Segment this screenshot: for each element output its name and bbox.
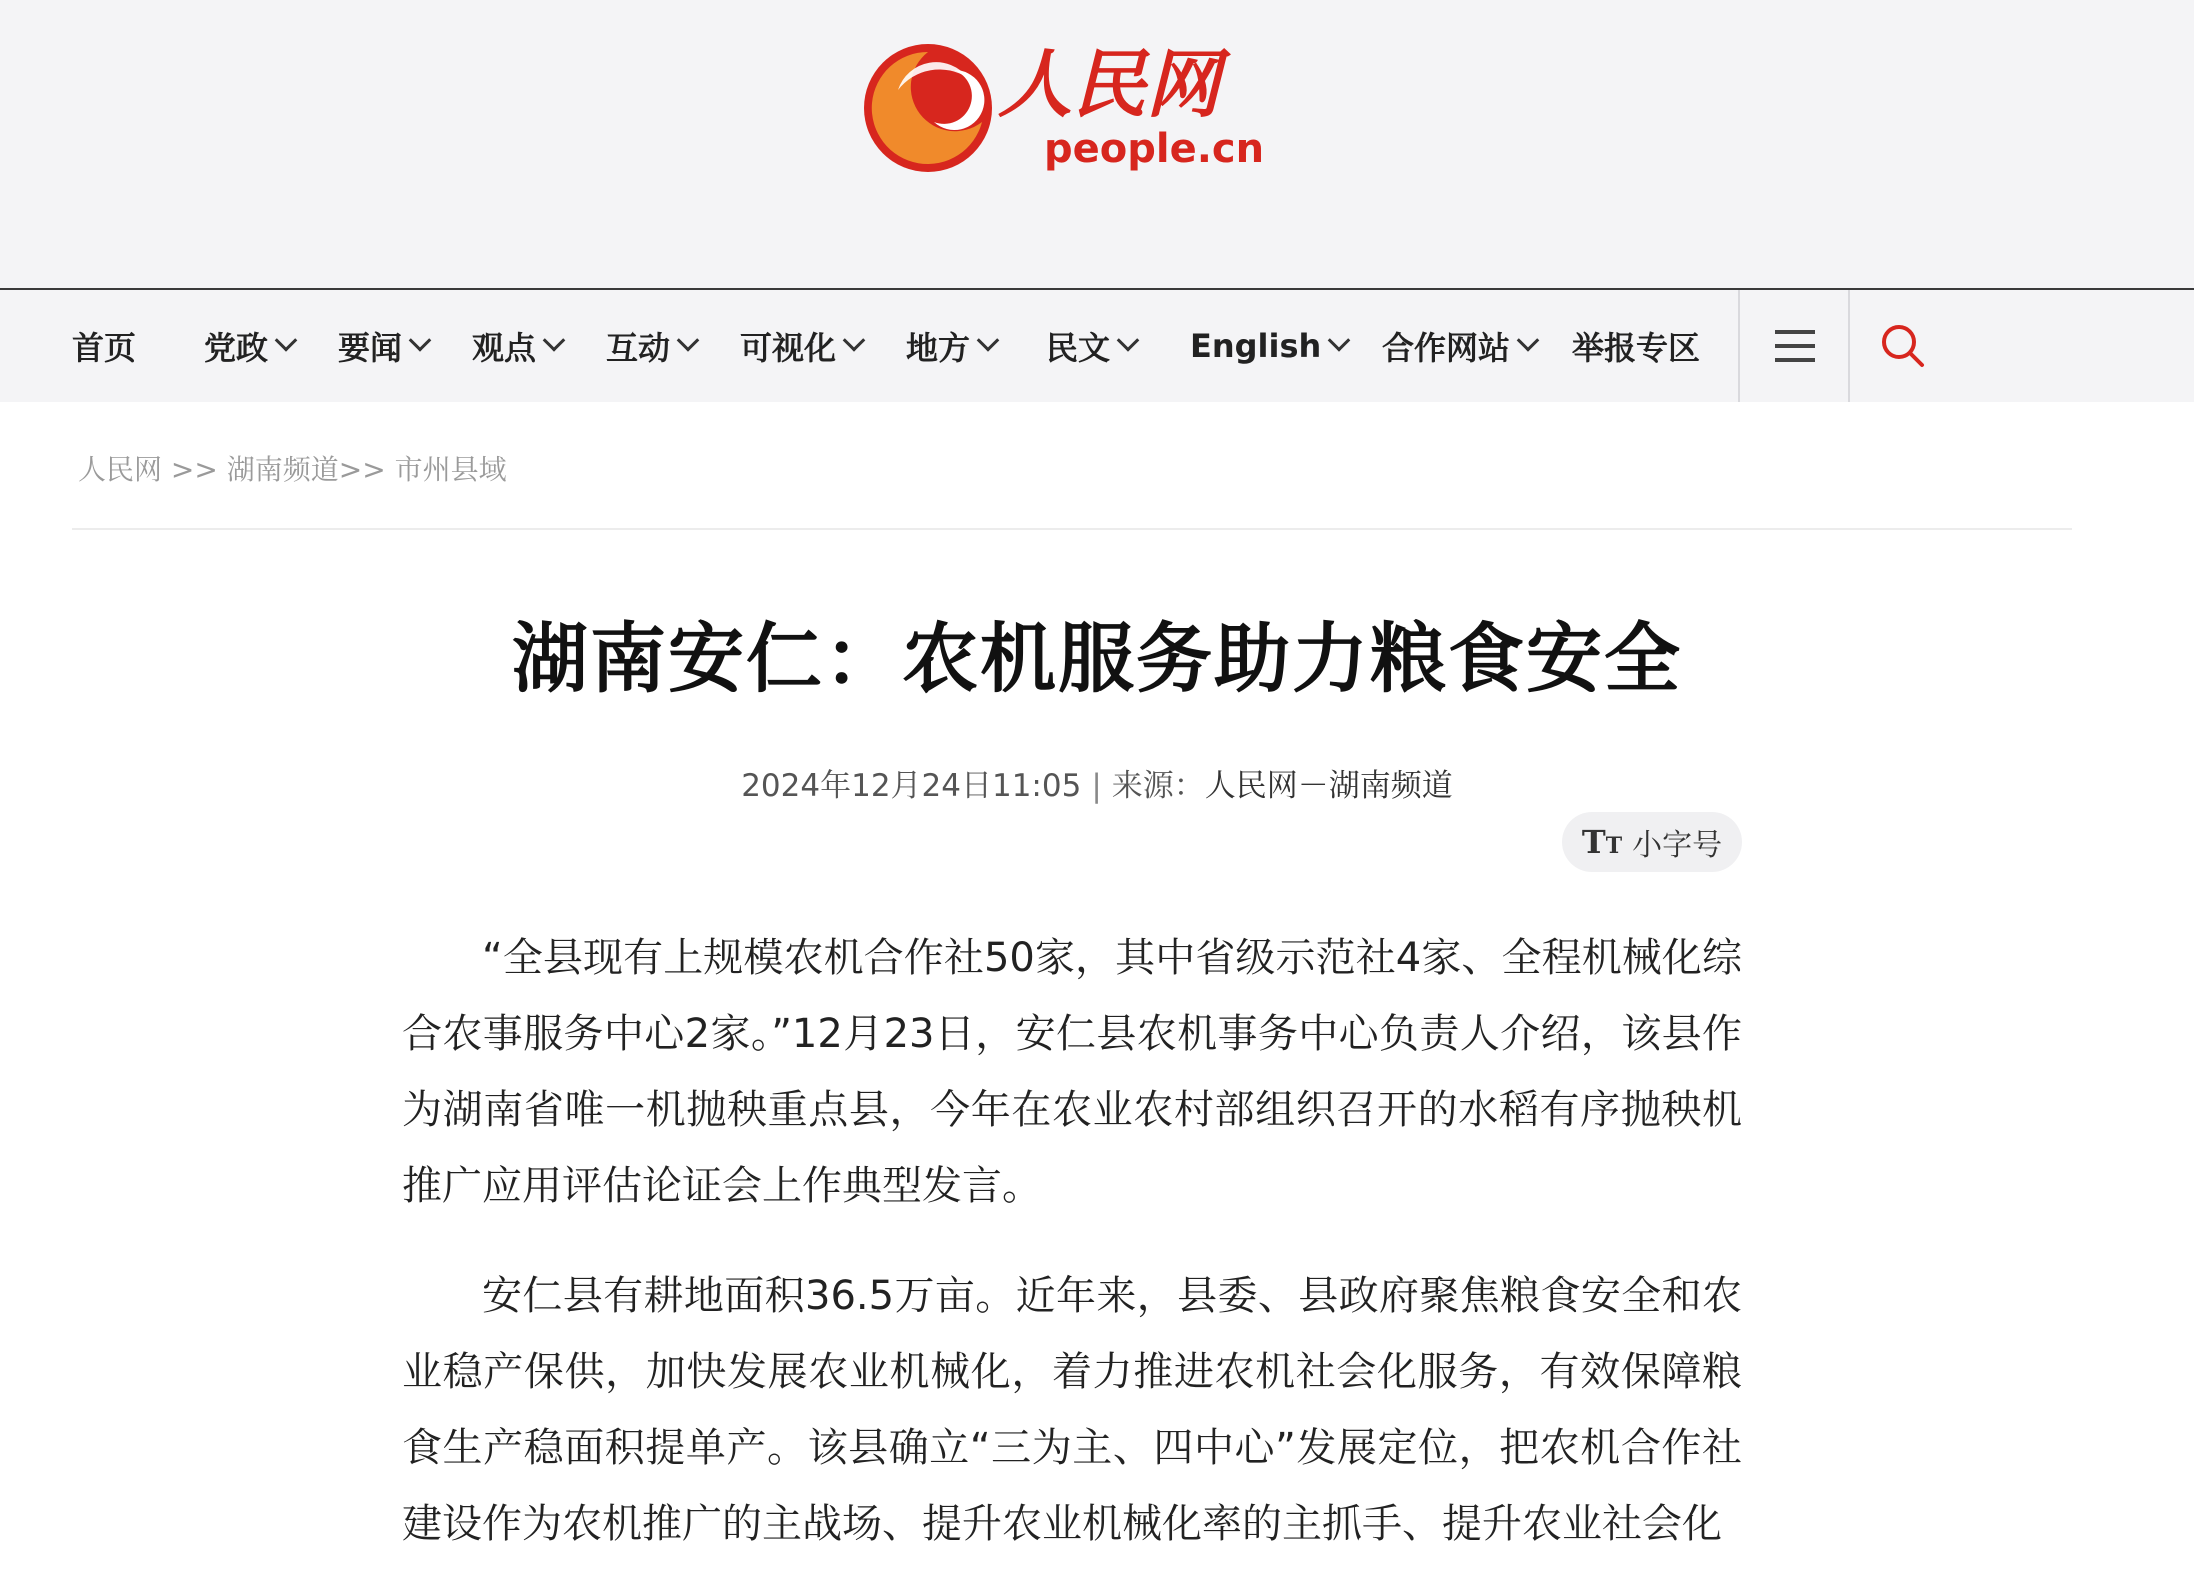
breadcrumb bbox=[78, 448, 507, 488]
chevron-down-icon bbox=[977, 329, 1000, 352]
nav-item-label: 互动 bbox=[606, 329, 671, 367]
chevron-down-icon bbox=[1328, 329, 1351, 352]
breadcrumb-separator: >> bbox=[162, 453, 227, 486]
breadcrumb-link-home[interactable]: 人民网 bbox=[78, 453, 163, 486]
article-datetime: 2024年12月24日11:05 bbox=[741, 768, 1082, 804]
source-name[interactable]: 人民网－湖南频道 bbox=[1204, 768, 1453, 804]
nav-items bbox=[72, 290, 1722, 402]
main-nav bbox=[0, 290, 2194, 402]
meta-separator: | bbox=[1091, 768, 1102, 804]
search-icon bbox=[1879, 322, 1927, 370]
article-title: 湖南安仁：农机服务助力粮食安全 bbox=[512, 614, 1682, 703]
article-paragraph: 安仁县有耕地面积36.5万亩。近年来，县委、县政府聚焦粮食安全和农业稳产保供，加快发展农业机械化，着力推进农机社会化服务，有效保障粮食生产稳面积提单产。该县确立“三为主、四中心”发展定位，把农机合作社建设作为农机推广的主战场、提升农业机械化率的主抓手、提升农业社会化 bbox=[402, 1273, 1742, 1547]
article-body bbox=[402, 920, 1742, 1596]
nav-item-label: 首页 bbox=[72, 329, 137, 367]
nav-item-label: 观点 bbox=[472, 329, 537, 367]
menu-button[interactable] bbox=[1740, 318, 1850, 374]
breadcrumb-separator: >> bbox=[338, 453, 395, 486]
breadcrumb-divider bbox=[72, 528, 2072, 530]
logo-domain-text: people.cn bbox=[1044, 126, 1265, 172]
source-label: 来源： bbox=[1111, 768, 1205, 804]
chevron-down-icon bbox=[1517, 329, 1540, 352]
breadcrumb-link-cities[interactable]: 市州县域 bbox=[394, 453, 507, 486]
nav-item-label: 举报专区 bbox=[1572, 329, 1701, 367]
logo-cn-text: 人民网 bbox=[998, 42, 1220, 128]
nav-item-party[interactable] bbox=[204, 323, 338, 369]
hamburger-icon bbox=[1775, 344, 1815, 348]
nav-item-partners[interactable] bbox=[1382, 323, 1572, 369]
chevron-down-icon bbox=[677, 329, 700, 352]
hamburger-icon bbox=[1775, 358, 1815, 362]
nav-item-label: English bbox=[1190, 327, 1322, 365]
chevron-down-icon bbox=[543, 329, 566, 352]
site-header bbox=[0, 0, 2194, 290]
breadcrumb-link-hunan[interactable]: 湖南频道 bbox=[226, 453, 339, 486]
nav-item-label: 党政 bbox=[204, 329, 269, 367]
nav-item-home[interactable] bbox=[72, 323, 204, 369]
font-size-icon: TT bbox=[1581, 823, 1623, 861]
nav-item-visual[interactable] bbox=[740, 323, 906, 369]
article-paragraph: “全县现有上规模农机合作社50家，其中省级示范社4家、全程机械化综合农事服务中心2家。”12月23日，安仁县农机事务中心负责人介绍，该县作为湖南省唯一机抛秧重点县，今年在农业农村部组织召开的水稻有序抛秧机推广应用评估论证会上作典型发言。 bbox=[402, 935, 1742, 1209]
font-size-toggle-label: 小字号 bbox=[1632, 828, 1723, 863]
chevron-down-icon bbox=[409, 329, 432, 352]
nav-item-interact[interactable] bbox=[606, 323, 740, 369]
chevron-down-icon bbox=[1117, 329, 1140, 352]
hamburger-icon bbox=[1775, 330, 1815, 334]
nav-item-local[interactable] bbox=[906, 323, 1046, 369]
search-button[interactable] bbox=[1850, 314, 1956, 378]
nav-item-label: 民文 bbox=[1046, 329, 1111, 367]
nav-item-label: 可视化 bbox=[740, 329, 837, 367]
nav-item-label: 要闻 bbox=[338, 329, 403, 367]
article-meta bbox=[0, 760, 2194, 805]
nav-item-opinion[interactable] bbox=[472, 323, 606, 369]
chevron-down-icon bbox=[843, 329, 866, 352]
nav-item-label: 地方 bbox=[906, 329, 971, 367]
chevron-down-icon bbox=[275, 329, 298, 352]
people-cn-logo[interactable] bbox=[858, 30, 1288, 200]
nav-item-report[interactable] bbox=[1572, 323, 1722, 369]
nav-item-ethnic[interactable] bbox=[1046, 323, 1190, 369]
logo-graphic bbox=[858, 30, 1288, 200]
nav-item-news[interactable] bbox=[338, 323, 472, 369]
nav-item-english[interactable] bbox=[1190, 327, 1382, 365]
nav-item-label: 合作网站 bbox=[1382, 329, 1511, 367]
font-size-toggle-button[interactable] bbox=[1562, 812, 1742, 872]
